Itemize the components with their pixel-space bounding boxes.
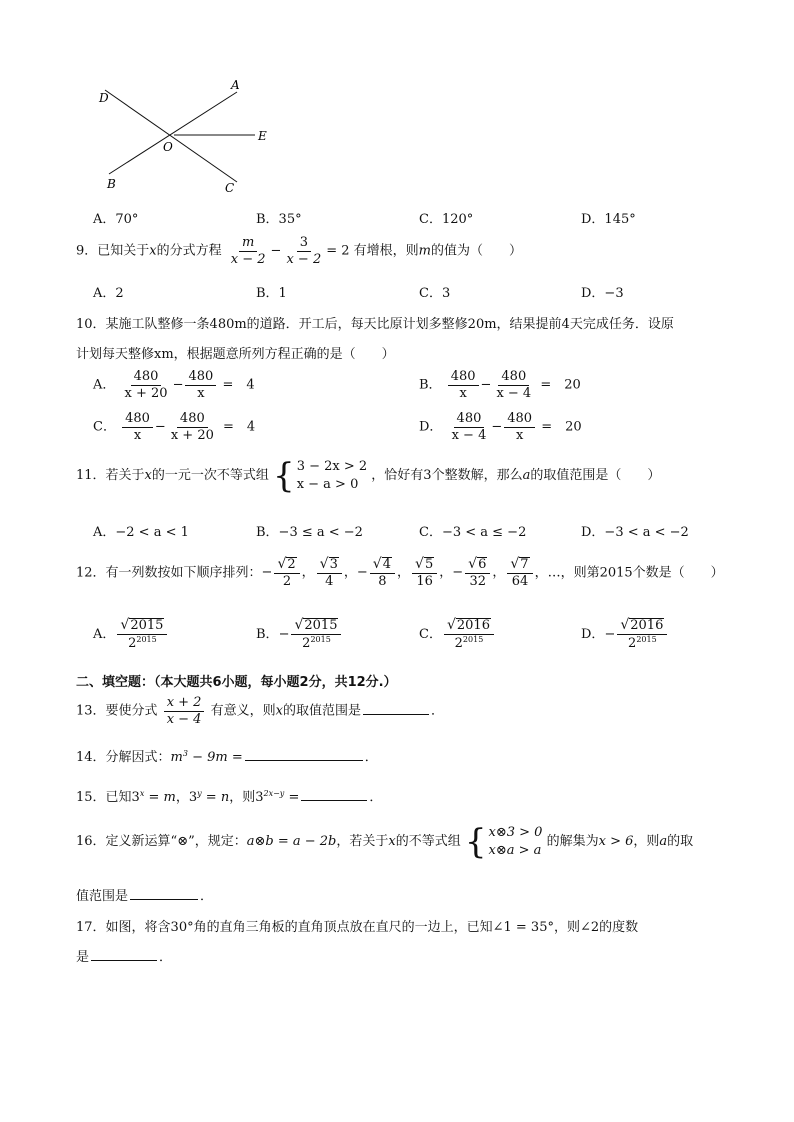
- q11-option-d: D．−3 < a < −2: [581, 525, 689, 540]
- sqrt-radical: √ 7: [510, 556, 529, 572]
- q11-inequality-system: { 3 − 2x > 2 x − a > 0: [273, 455, 368, 496]
- question-12: 12．有一列数按如下顺序排列：− √ 2 2 ， √ 3 4 ，− √ 4 8 ， √ 5 16 ，− √ 6 32 ， √ 7 64 ，…，则第2015个数是（ ）: [76, 556, 724, 590]
- label-b: B: [107, 177, 116, 191]
- angle-figure: [95, 78, 285, 198]
- q8-option-d: D．145°: [581, 212, 636, 227]
- q12-term-2: √ 3 4: [317, 557, 342, 589]
- q9-option-c: C．3: [419, 286, 451, 301]
- q16-inequality-system: { x⊗3 > 0 x⊗a > a: [464, 821, 543, 862]
- q12-term-5: √ 6 32: [465, 557, 490, 589]
- q12-option-b: B．− √ 2015 $2^{2015}$: [256, 618, 343, 651]
- sqrt-radical: √ 2016: [620, 617, 664, 633]
- q12-term-1: √ 2 2: [274, 557, 299, 589]
- label-c: C: [225, 181, 235, 195]
- q14-answer-blank[interactable]: [245, 746, 363, 761]
- q17-line-2: 是 ．: [76, 946, 172, 965]
- q16-line-2: 值范围是 ．: [76, 885, 213, 904]
- question-15: 15．已知$3^x = m$，$3^y = n$，则$3^{2x-y}$ = ．: [76, 786, 382, 805]
- q10-option-d: D． $\frac{480}{x - 4}$ − $\frac{480}{x}$ = 20: [419, 411, 582, 443]
- q12-option-c: C． √ 2016 $2^{2015}$: [419, 618, 496, 651]
- sqrt-radical: √ 2015: [120, 617, 164, 633]
- q8-option-c: C．120°: [419, 212, 474, 227]
- q12-term-sign: −: [452, 565, 464, 581]
- q9-var-m: m: [418, 243, 431, 259]
- label-o: O: [163, 140, 173, 154]
- q10-option-c: C． $\frac{480}{x}$ − $\frac{480}{x + 20}$ = 4: [93, 411, 256, 443]
- q10-line-2: 计划每天整修xm，根据题意所列方程正确的是（ ）: [76, 347, 395, 362]
- q17-answer-blank[interactable]: [91, 946, 157, 961]
- sqrt-radical: √ 2016: [446, 617, 490, 633]
- q9-option-b: B．1: [256, 286, 287, 301]
- q10-option-a: A． $\frac{480}{x + 20}$ − $\frac{480}{x}$ = 4: [93, 369, 255, 401]
- q10-option-b: B． $\frac{480}{x}$ − $\frac{480}{x - 4}$ = 20: [419, 369, 581, 401]
- q9-prefix: 9．已知关于: [76, 243, 150, 259]
- q12-term-3: √ 4 8: [370, 557, 395, 589]
- sqrt-radical: √ 4: [372, 556, 391, 572]
- q10-line-1: 10．某施工队整修一条480m的道路．开工后，每天比原计划多整修20m，结果提前4天完成任务．设原: [76, 317, 674, 332]
- q13-answer-blank[interactable]: [363, 700, 429, 715]
- q11-option-c: C．−3 < a ≤ −2: [419, 525, 527, 540]
- q11-option-b: B．−3 ≤ a < −2: [256, 525, 363, 540]
- sqrt-radical: √ 2: [277, 556, 296, 572]
- q8-option-a: A．70°: [93, 212, 139, 227]
- q12-option-d: D．− √ 2016 $2^{2015}$: [581, 618, 669, 651]
- line-d-c: [105, 90, 237, 182]
- label-a: A: [231, 78, 240, 92]
- q11-option-a: A．−2 < a < 1: [93, 525, 189, 540]
- label-d: D: [99, 91, 109, 105]
- q12-term-sign: −: [356, 565, 368, 581]
- q12-option-a: A． √ 2015 $2^{2015}$: [93, 618, 169, 651]
- sqrt-radical: √ 6: [468, 556, 487, 572]
- line-b-a: [109, 92, 237, 174]
- q9-option-d: D．−3: [581, 286, 624, 301]
- question-14: 14．分解因式：$m^3 - 9m$ = ．: [76, 746, 378, 765]
- q9-suffix2: 的值为（ ）: [431, 243, 523, 259]
- q12-term-6: √ 7 64: [507, 557, 532, 589]
- q16-answer-blank[interactable]: [130, 885, 198, 900]
- q13-fraction: $\frac{x + 2}{x - 4}$: [164, 696, 205, 726]
- q9-mid: 的分式方程: [156, 243, 222, 259]
- q12-sequence: − √ 2 2 ， √ 3 4 ，− √ 4 8 ， √ 5 16 ，− √ 6 32 ， √ 7 64: [262, 565, 535, 580]
- section-2-heading: 二、填空题：（本大题共6小题，每小题2分，共12分.）: [76, 675, 397, 690]
- question-16: 16．定义新运算“⊗”，规定：a⊗b = a − 2b，若关于x的不等式组 { x⊗3 > 0 x⊗a > a 的解集为x > 6，则a的取: [76, 821, 694, 862]
- sqrt-radical: √ 5: [415, 556, 434, 572]
- question-17: 17．如图，将含30°角的直角三角板的直角顶点放在直尺的一边上，已知∠1 = 35°，则∠2的度数: [76, 920, 639, 935]
- sqrt-radical: √ 3: [319, 556, 338, 572]
- q12-term-4: √ 5 16: [412, 557, 437, 589]
- q9-fraction-2: $\frac{3}{x - 2}$: [286, 235, 322, 267]
- q9-option-a: A．2: [93, 286, 124, 301]
- question-9: 9．已知关于x的分式方程 $\frac{m}{x - 2}$ − $\frac{3}{x - 2}$ = 2 有增根，则m的值为（ ）: [76, 235, 523, 267]
- q9-eq: = 2: [326, 243, 350, 259]
- q15-answer-blank[interactable]: [301, 786, 367, 801]
- label-e: E: [258, 129, 267, 143]
- sqrt-radical: √ 2015: [294, 617, 338, 633]
- q9-var-x: x: [149, 243, 157, 259]
- question-13: 13．要使分式 $\frac{x + 2}{x - 4}$ 有意义，则x的取值范围是 ．: [76, 695, 444, 727]
- question-11: 11．若关于x的一元一次不等式组 { 3 − 2x > 2 x − a > 0 ，恰好有3个整数解，那么a的取值范围是（ ）: [76, 455, 661, 496]
- q8-option-b: B．35°: [256, 212, 302, 227]
- q9-fraction-1: $\frac{m}{x - 2}$: [230, 235, 266, 267]
- q9-suffix1: 有增根，则: [353, 243, 419, 259]
- q12-term-sign: −: [261, 565, 273, 581]
